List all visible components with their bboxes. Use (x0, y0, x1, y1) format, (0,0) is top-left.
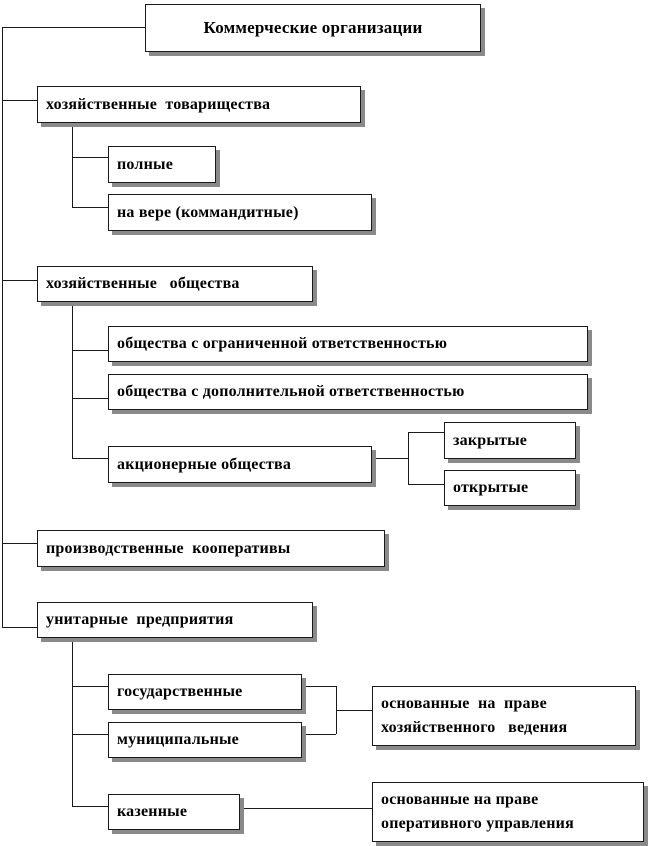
root-spine (2, 27, 3, 627)
connector-unitary (2, 627, 38, 628)
connector-municipal (72, 734, 108, 735)
node-limited-partnership: на вере (коммандитные) (108, 194, 372, 231)
connector-operational (240, 808, 372, 809)
connector-partnerships (2, 100, 38, 101)
connector-companies (2, 280, 38, 281)
node-jsc: акционерные общества (108, 446, 372, 483)
jsc-out (372, 458, 408, 459)
companies-spine (72, 302, 73, 458)
partnerships-spine (72, 123, 73, 207)
connector-open (408, 484, 444, 485)
connector-llc (72, 350, 108, 351)
node-state: государственные (108, 674, 302, 710)
connector-treasury (72, 806, 108, 807)
connector-jsc (72, 458, 108, 459)
connector-full (72, 157, 108, 158)
node-business-companies: хозяйственные общества (37, 266, 313, 302)
municipal-out (302, 734, 336, 735)
unitary-spine (72, 638, 73, 806)
connector-state (72, 686, 108, 687)
jsc-spine (408, 432, 409, 484)
connector-alc (72, 398, 108, 399)
root-node: Коммерческие организации (145, 4, 481, 52)
state-out (302, 686, 336, 687)
node-production-cooperatives: производственные кооперативы (37, 530, 385, 567)
root-connector (2, 27, 146, 28)
node-unitary-enterprises: унитарные предприятия (37, 602, 313, 638)
node-operational-management: основанные на праве оперативного управления (372, 782, 644, 842)
connector-limited (72, 207, 108, 208)
connector-cooperatives (2, 543, 38, 544)
node-municipal: муниципальные (108, 722, 302, 758)
node-alc: общества с дополнительной ответственностью (108, 374, 588, 410)
connector-economic (336, 710, 372, 711)
node-treasury: казенные (108, 794, 240, 830)
node-jsc-closed: закрытые (444, 422, 576, 459)
node-llc: общества с ограниченной ответственностью (108, 326, 588, 362)
connector-closed (408, 432, 444, 433)
node-business-partnerships: хозяйственные товарищества (37, 86, 361, 123)
node-economic-management: основанные на праве хозяйственного ведения (372, 686, 636, 746)
node-full-partnership: полные (108, 146, 216, 183)
node-jsc-open: открытые (444, 470, 576, 506)
